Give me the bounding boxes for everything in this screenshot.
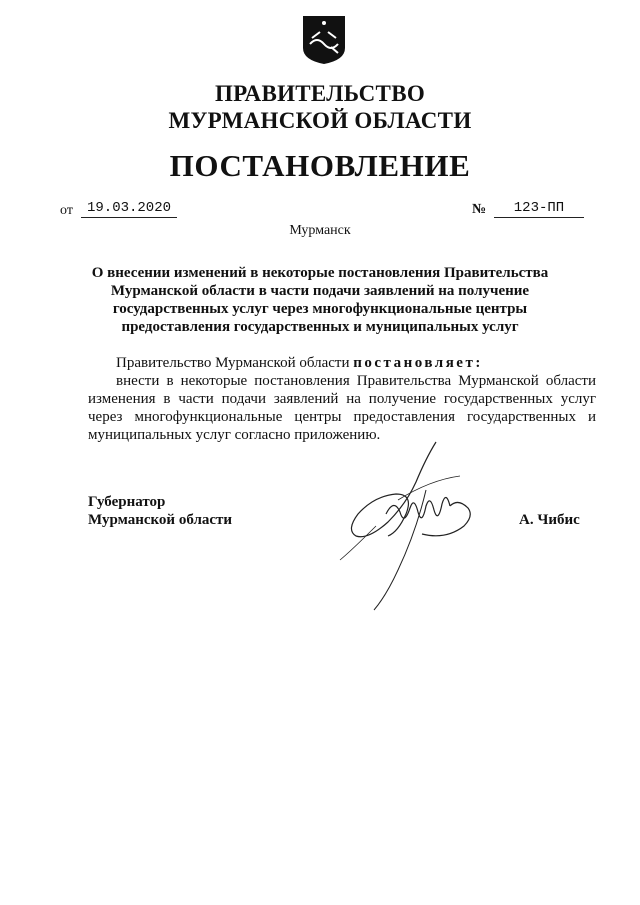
subject-line-4: предоставления государственных и муниципальных услуг [121,319,519,335]
city: Мурманск [289,223,351,238]
intro-verb: постановляет: [353,355,483,371]
document-type: ПОСТАНОВЛЕНИЕ [169,148,471,183]
coat-of-arms-icon [301,14,347,66]
resolution-paragraph: внести в некоторые постановления Правительства Мурманской области изменения в части подачи заявлений на получение государственных услуг через многофункциональные центры предоставления государственных и муниципальных услуг согласно приложению. [88,373,596,443]
document-subject [0,264,640,336]
subject-line-3: государственных услуг через многофункциональные центры [112,301,528,317]
handwritten-signature [318,440,518,620]
subject-line-1: О внесении изменений в некоторые постановления Правительства [91,265,549,281]
position-line-2: Мурманской области [88,512,233,528]
position-line-1: Губернатор [88,494,166,510]
organization-line-1: ПРАВИТЕЛЬСТВО [214,81,426,106]
document-number: 123-ПП [494,199,584,218]
number-label: № [472,202,487,217]
resolution-intro [88,354,596,372]
signer-name: А. Чибис [519,512,580,528]
date-label: от [60,203,73,218]
document-date: 19.03.2020 [81,199,177,218]
signatory-position [88,493,232,529]
organization-line-2: МУРМАНСКОЙ ОБЛАСТИ [168,108,472,133]
intro-prefix: Правительство Мурманской области [116,355,350,371]
subject-line-2: Мурманской области в части подачи заявлений на получение [110,283,530,299]
organization-name [0,80,640,134]
